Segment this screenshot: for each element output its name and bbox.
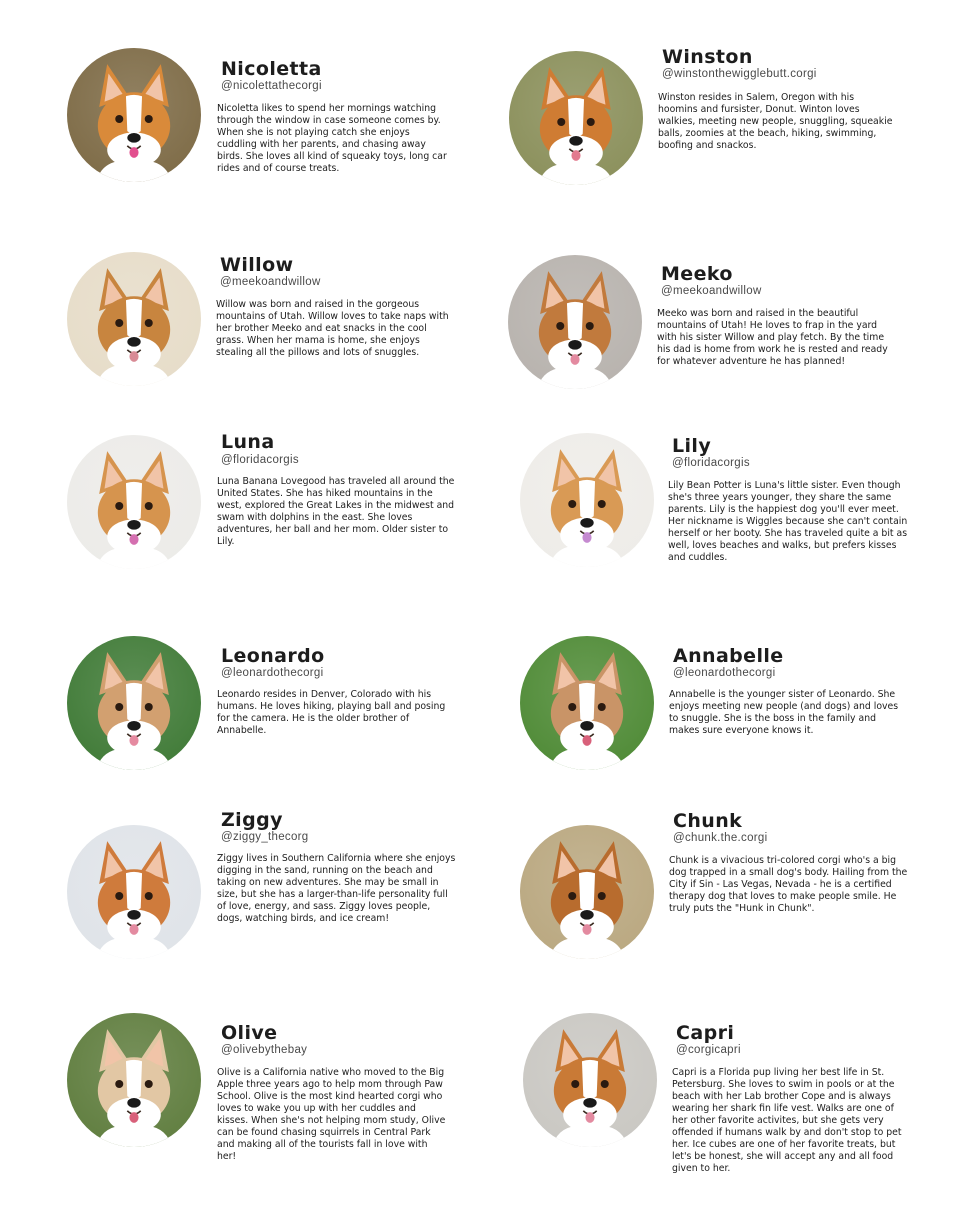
instagram-handle: @floridacorgis bbox=[672, 457, 750, 469]
dog-photo bbox=[67, 48, 201, 182]
dog-bio: Meeko was born and raised in the beautiful mountains of Utah! He loves to frap in the yard with his sister Willow and play fetch. By the time his dad is home from work he is rested and ready for whatever adventure he has planned! bbox=[657, 308, 888, 367]
instagram-handle: @meekoandwillow bbox=[220, 276, 321, 288]
dog-name: Annabelle bbox=[673, 645, 784, 667]
dog-name: Ziggy bbox=[221, 809, 283, 831]
dog-bio: Ziggy lives in Southern California where she enjoys digging in the sand, running on the beach and taking on new adventures. She may be small in size, but she has a larger-than-life personality full of love, energy, and sass. Ziggy loves people, dogs, watching birds, and ice cream! bbox=[217, 853, 456, 924]
dog-bio: Willow was born and raised in the gorgeous mountains of Utah. Willow loves to take naps with her brother Meeko and eat snacks in the cool grass. When her mama is home, she enjoys stealing all the pillows and lots of snuggles. bbox=[216, 299, 449, 358]
dog-photo bbox=[523, 1013, 657, 1147]
instagram-handle: @leonardothecorgi bbox=[673, 667, 776, 679]
dog-bio: Winston resides in Salem, Oregon with his hoomins and fursister, Donut. Winton loves walkies, meeting new people, snuggling, squeakie balls, zoomies at the beach, hiking, swimming, boofing and snackos. bbox=[658, 92, 893, 151]
dog-photo bbox=[509, 51, 643, 185]
instagram-handle: @olivebythebay bbox=[221, 1044, 308, 1056]
instagram-handle: @chunk.the.corgi bbox=[673, 832, 768, 844]
instagram-handle: @winstonthewigglebutt.corgi bbox=[662, 68, 817, 80]
instagram-handle: @corgicapri bbox=[676, 1044, 741, 1056]
dog-name: Leonardo bbox=[221, 645, 325, 667]
dog-photo bbox=[67, 252, 201, 386]
dog-bio: Leonardo resides in Denver, Colorado with his humans. He loves hiking, playing ball and posing for the camera. He is the older brother of Annabelle. bbox=[217, 689, 446, 736]
dog-name: Chunk bbox=[673, 810, 743, 832]
dog-bio: Capri is a Florida pup living her best life in St. Petersburg. She loves to swim in pools or at the beach with her Lab brother Cope and is always wearing her shark fin life vest. Walks are one of her other favorite activites, but she gets very offended if humans walk by and don't stop to pet her. Ice cubes are one of her favorite treats, but let's be honest, she will accept any and all food given to her. bbox=[672, 1067, 902, 1174]
dog-bio: Nicoletta likes to spend her mornings watching through the window in case someone comes by. When she is not playing catch she enjoys cuddling with her parents, and chasing away birds. She loves all kind of squeaky toys, long car rides and of course treats. bbox=[217, 103, 447, 174]
dog-name: Capri bbox=[676, 1022, 735, 1044]
dog-bio: Olive is a California native who moved to the Big Apple three years ago to help mom through Paw School. Olive is the most kind hearted corgi who loves to wake you up with her cuddles and kisses. When she's not helping mom study, Olive can be found chasing squirrels in Central Park and making all of the tourists fall in love with her! bbox=[217, 1067, 446, 1162]
instagram-handle: @nicolettathecorgi bbox=[221, 80, 322, 92]
dog-name: Olive bbox=[221, 1022, 278, 1044]
dog-photo bbox=[67, 636, 201, 770]
instagram-handle: @floridacorgis bbox=[221, 454, 299, 466]
dog-name: Lily bbox=[672, 435, 712, 457]
dog-name: Meeko bbox=[661, 263, 733, 285]
dog-photo bbox=[520, 825, 654, 959]
dog-photo bbox=[520, 433, 654, 567]
dog-photo bbox=[67, 435, 201, 569]
dog-name: Willow bbox=[220, 254, 294, 276]
dog-bio: Lily Bean Potter is Luna's little sister. Even though she's three years younger, they share the same parents. Lily is the happiest dog you'll ever meet. Her nickname is Wiggles because she can't contain herself or her booty. She has traveled quite a bit as well, loves beaches and walks, but prefers kisses and cuddles. bbox=[668, 480, 908, 563]
instagram-handle: @ziggy_thecorg bbox=[221, 831, 309, 843]
instagram-handle: @leonardothecorgi bbox=[221, 667, 324, 679]
dog-name: Nicoletta bbox=[221, 58, 322, 80]
dog-bio: Annabelle is the younger sister of Leonardo. She enjoys meeting new people (and dogs) and loves to snuggle. She is the boss in the family and makes sure everyone knows it. bbox=[669, 689, 899, 736]
dog-name: Luna bbox=[221, 431, 275, 453]
dog-photo bbox=[67, 1013, 201, 1147]
dog-photo bbox=[508, 255, 642, 389]
dog-photo bbox=[520, 636, 654, 770]
dog-photo bbox=[67, 825, 201, 959]
dog-bio: Chunk is a vivacious tri-colored corgi who's a big dog trapped in a small dog's body. Hailing from the City if Sin - Las Vegas, Nevada - he is a certified therapy dog that loves to make people smile. He truly puts the "Hunk in Chunk". bbox=[669, 855, 908, 914]
instagram-handle: @meekoandwillow bbox=[661, 285, 762, 297]
dog-name: Winston bbox=[662, 46, 753, 68]
dog-bio: Luna Banana Lovegood has traveled all around the United States. She has hiked mountains in the west, explored the Great Lakes in the midwest and swam with dolphins in the east. She loves adventures, her ball and her mom. Older sister to Lily. bbox=[217, 476, 455, 547]
